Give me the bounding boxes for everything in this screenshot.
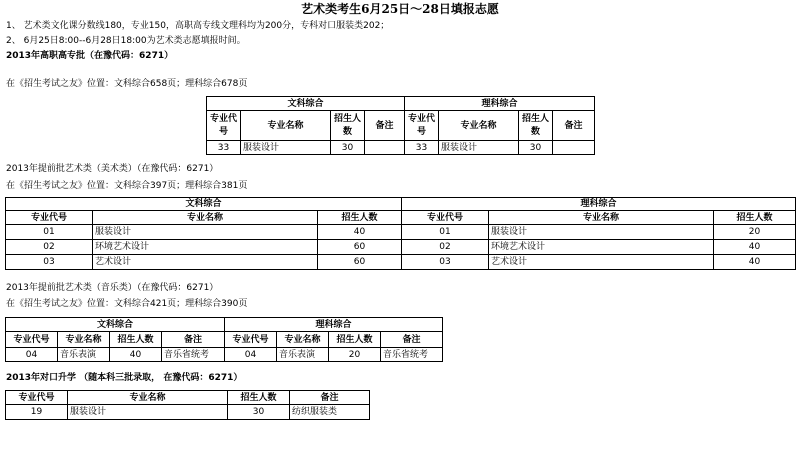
cell-code: 33 bbox=[405, 141, 439, 155]
section4-heading: 2013年对口升学 （随本科三批录取， 在豫代码：6271） bbox=[6, 373, 243, 383]
cell-name: 环境艺术设计 bbox=[93, 240, 318, 255]
cell-note: 音乐省统考 bbox=[162, 348, 225, 362]
section1-table bbox=[206, 96, 595, 155]
cell-code: 33 bbox=[207, 141, 241, 155]
cell-code: 02 bbox=[6, 240, 93, 255]
note-1: 1、 艺术类文化课分数线180，专业150，高职高专线文理科均为200分，专科对口服装类202； bbox=[6, 21, 390, 31]
section3-arts-header: 文科综合 bbox=[6, 318, 225, 332]
col-count: 招生人数 bbox=[519, 111, 553, 141]
cell-name: 音乐表演 bbox=[277, 348, 329, 362]
col-count: 招生人数 bbox=[228, 391, 290, 405]
cell-code: 19 bbox=[6, 405, 68, 420]
table-row bbox=[6, 255, 796, 270]
col-name: 专业名称 bbox=[58, 332, 110, 348]
col-name: 专业名称 bbox=[241, 111, 331, 141]
section3-table bbox=[5, 317, 443, 362]
note-2: 2、 6月25日8:00--6月28日18:00为艺术类志愿填报时间。 bbox=[6, 36, 246, 46]
section2-location: 在《招生考试之友》位置：文科综合397页；理科综合381页 bbox=[6, 181, 248, 191]
section1-location: 在《招生考试之友》位置：文科综合658页；理科综合678页 bbox=[6, 79, 248, 89]
cell-count: 40 bbox=[714, 255, 796, 270]
cell-note bbox=[365, 141, 405, 155]
section3-location: 在《招生考试之友》位置：文科综合421页；理科综合390页 bbox=[6, 299, 248, 309]
cell-note bbox=[553, 141, 595, 155]
page-title: 艺术类考生6月25日～28日填报志愿 bbox=[301, 2, 499, 16]
section1-arts-header: 文科综合 bbox=[207, 97, 405, 111]
cell-code: 01 bbox=[402, 225, 489, 240]
cell-code: 01 bbox=[6, 225, 93, 240]
table-row bbox=[207, 141, 595, 155]
section2-heading: 2013年提前批艺术类（美术类）（在豫代码：6271） bbox=[6, 164, 219, 174]
cell-count: 20 bbox=[329, 348, 381, 362]
col-name: 专业名称 bbox=[68, 391, 228, 405]
col-code: 专业代号 bbox=[207, 111, 241, 141]
cell-name: 服装设计 bbox=[439, 141, 519, 155]
cell-name: 服装设计 bbox=[489, 225, 714, 240]
section2-table bbox=[5, 197, 796, 270]
cell-name: 服装设计 bbox=[93, 225, 318, 240]
section3-heading: 2013年提前批艺术类（音乐类）（在豫代码：6271） bbox=[6, 283, 219, 293]
col-code: 专业代号 bbox=[402, 211, 489, 225]
col-count: 招生人数 bbox=[331, 111, 365, 141]
cell-name: 音乐表演 bbox=[58, 348, 110, 362]
cell-note: 音乐省统考 bbox=[381, 348, 443, 362]
section1-science-header: 理科综合 bbox=[405, 97, 595, 111]
col-name: 专业名称 bbox=[93, 211, 318, 225]
cell-code: 04 bbox=[225, 348, 277, 362]
col-code: 专业代号 bbox=[6, 391, 68, 405]
col-note: 备注 bbox=[553, 111, 595, 141]
col-note: 备注 bbox=[365, 111, 405, 141]
cell-name: 艺术设计 bbox=[93, 255, 318, 270]
col-name: 专业名称 bbox=[439, 111, 519, 141]
cell-count: 40 bbox=[714, 240, 796, 255]
section2-arts-header: 文科综合 bbox=[6, 198, 402, 211]
col-count: 招生人数 bbox=[318, 211, 402, 225]
col-note: 备注 bbox=[290, 391, 370, 405]
cell-name: 服装设计 bbox=[241, 141, 331, 155]
col-name: 专业名称 bbox=[277, 332, 329, 348]
cell-name: 艺术设计 bbox=[489, 255, 714, 270]
col-count: 招生人数 bbox=[714, 211, 796, 225]
cell-count: 60 bbox=[318, 255, 402, 270]
cell-count: 40 bbox=[318, 225, 402, 240]
cell-count: 60 bbox=[318, 240, 402, 255]
col-note: 备注 bbox=[381, 332, 443, 348]
cell-count: 20 bbox=[714, 225, 796, 240]
cell-count: 40 bbox=[110, 348, 162, 362]
section3-science-header: 理科综合 bbox=[225, 318, 443, 332]
col-code: 专业代号 bbox=[6, 211, 93, 225]
cell-name: 服装设计 bbox=[68, 405, 228, 420]
cell-name: 环境艺术设计 bbox=[489, 240, 714, 255]
table-row bbox=[6, 225, 796, 240]
col-code: 专业代号 bbox=[6, 332, 58, 348]
section1-heading: 2013年高职高专批（在豫代码：6271） bbox=[6, 51, 174, 61]
col-count: 招生人数 bbox=[110, 332, 162, 348]
cell-count: 30 bbox=[519, 141, 553, 155]
table-row bbox=[6, 405, 370, 420]
cell-code: 03 bbox=[6, 255, 93, 270]
col-count: 招生人数 bbox=[329, 332, 381, 348]
table-row bbox=[6, 240, 796, 255]
section4-table bbox=[5, 390, 370, 420]
col-note: 备注 bbox=[162, 332, 225, 348]
table-row bbox=[6, 348, 443, 362]
col-code: 专业代号 bbox=[405, 111, 439, 141]
cell-code: 04 bbox=[6, 348, 58, 362]
section2-science-header: 理科综合 bbox=[402, 198, 796, 211]
col-code: 专业代号 bbox=[225, 332, 277, 348]
cell-count: 30 bbox=[228, 405, 290, 420]
cell-count: 30 bbox=[331, 141, 365, 155]
cell-code: 02 bbox=[402, 240, 489, 255]
col-name: 专业名称 bbox=[489, 211, 714, 225]
cell-code: 03 bbox=[402, 255, 489, 270]
cell-note: 纺织服装类 bbox=[290, 405, 370, 420]
